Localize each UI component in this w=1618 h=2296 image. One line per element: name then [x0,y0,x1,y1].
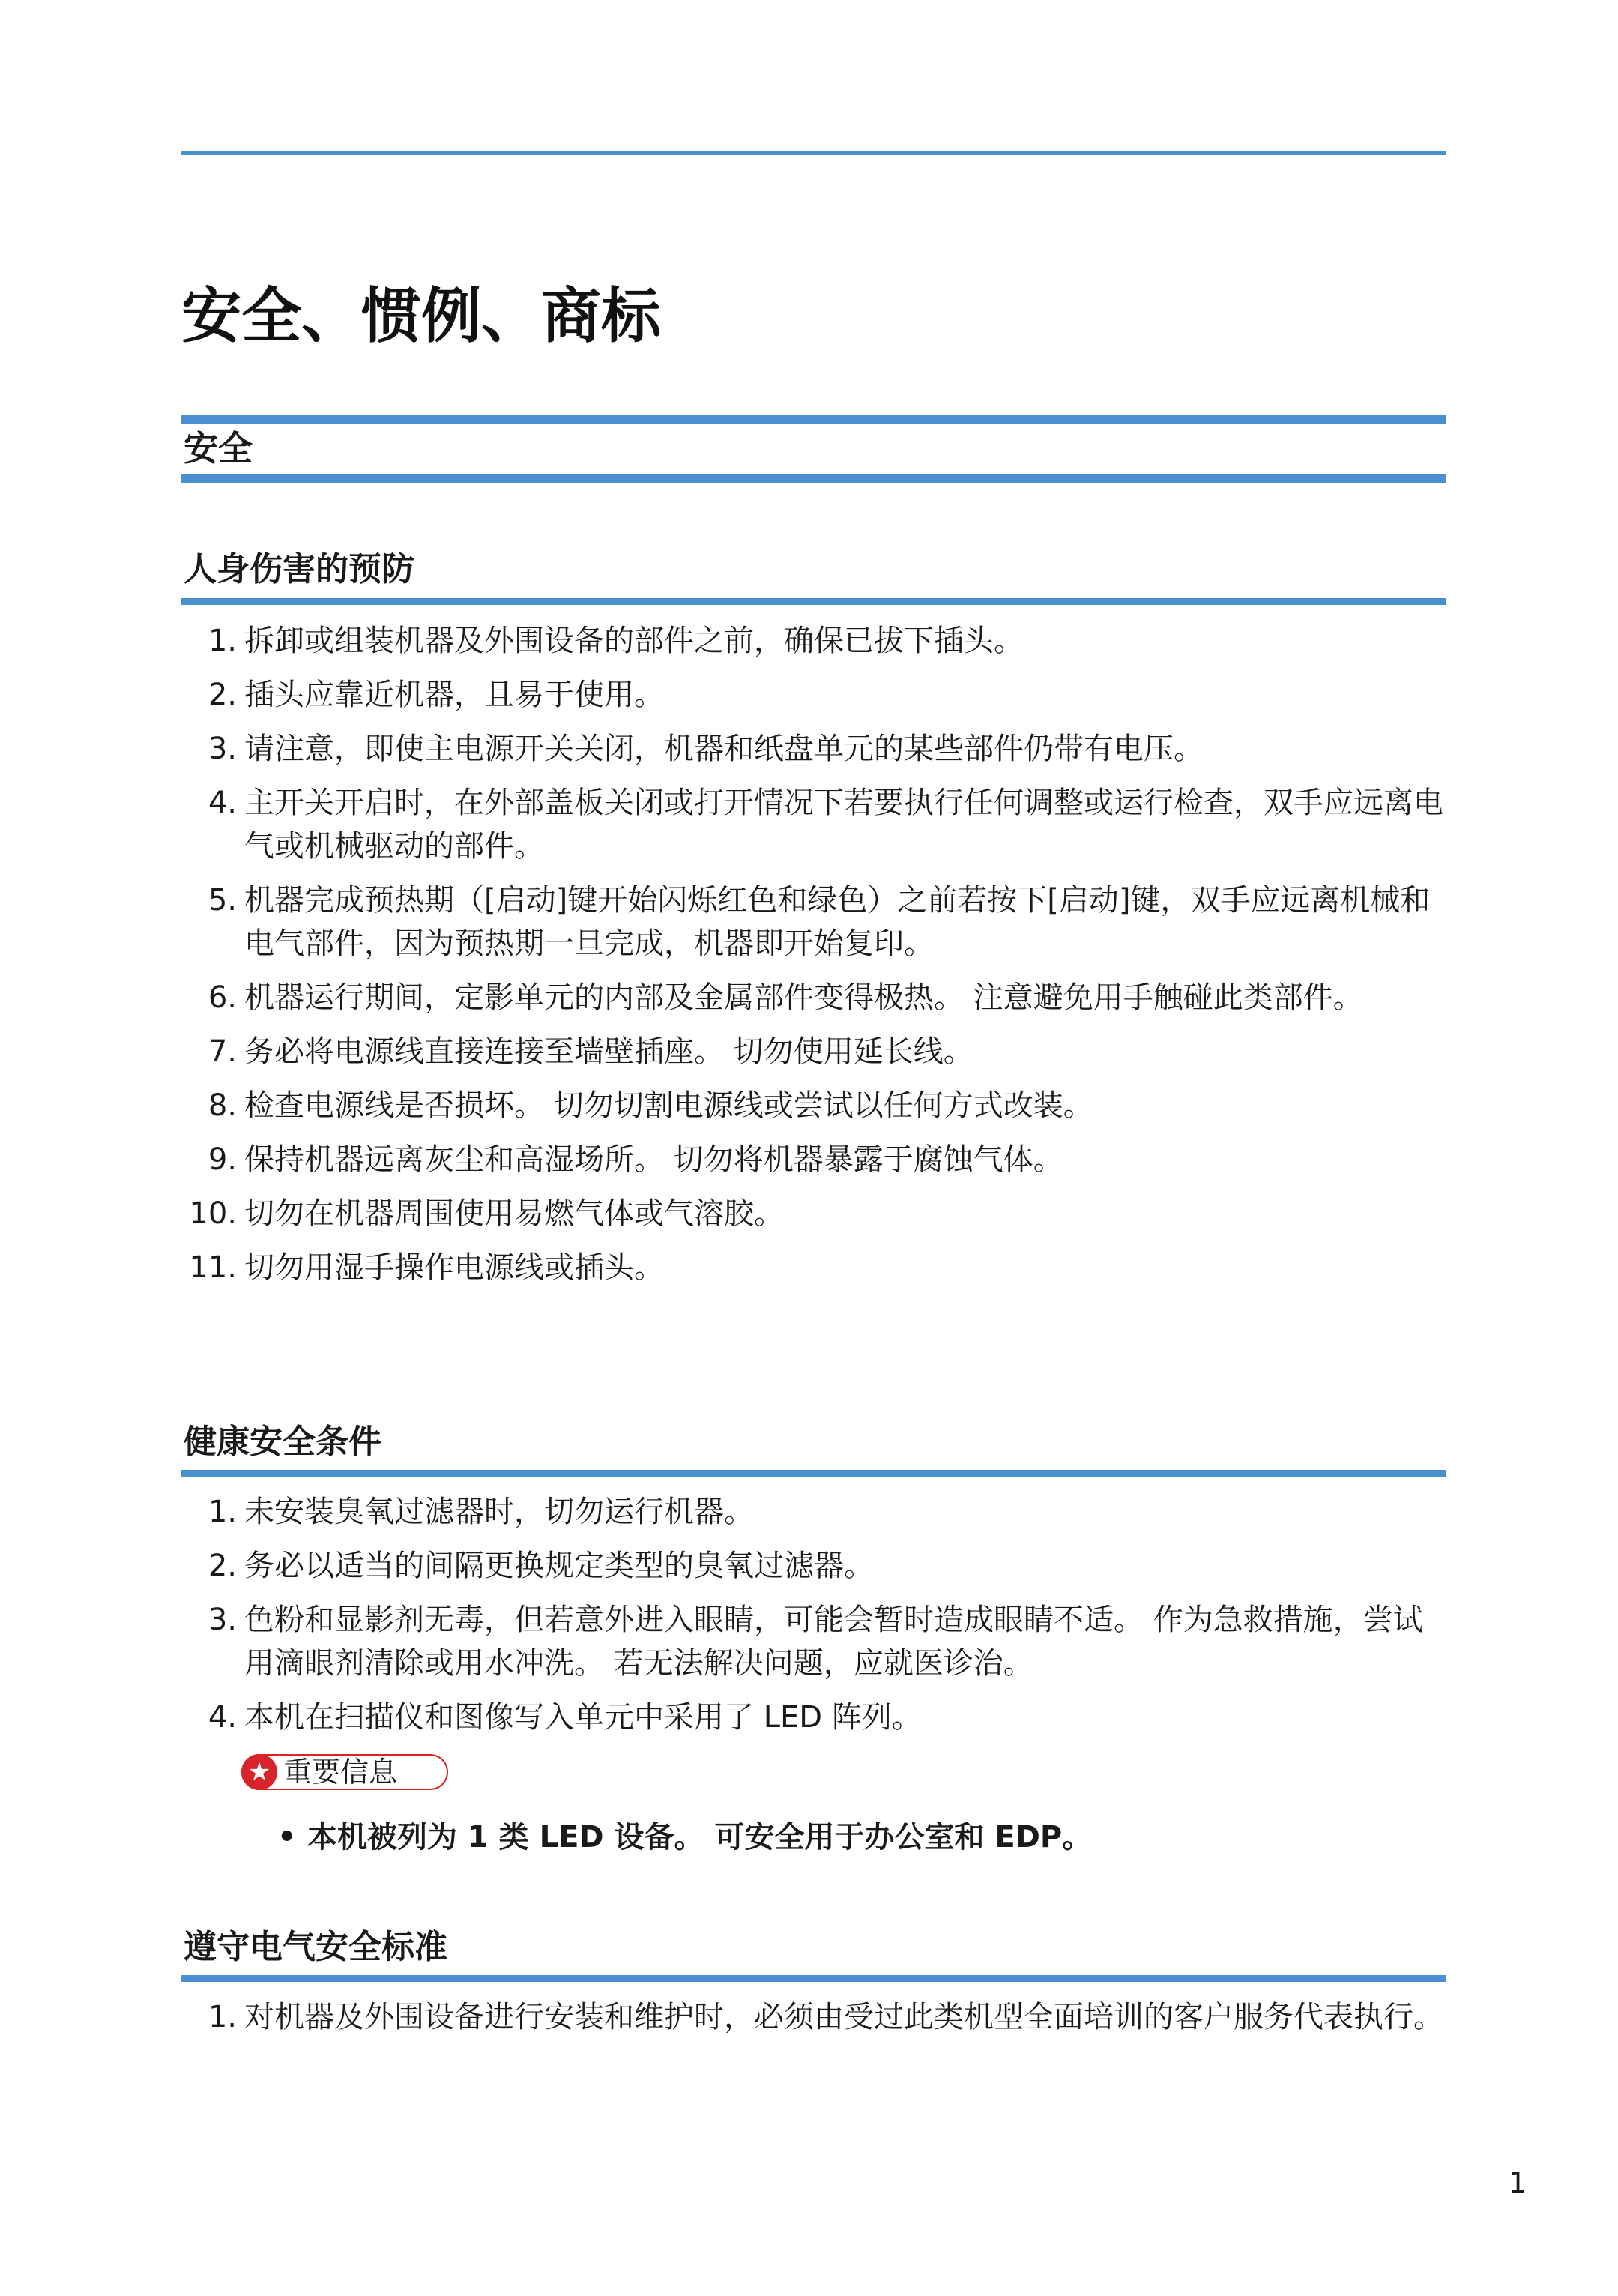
star-icon: ★ [241,1754,277,1790]
list-item [181,1490,1448,1534]
item-text: 插头应靠近机器，且易于使用。 [244,678,664,712]
item-text: 对机器及外围设备进行安装和维护时，必须由受过此类机型全面培训的客户服务代表执行。 [244,2000,1443,2034]
section-bar-top [181,415,1446,424]
list-item [181,1192,1448,1235]
bullet-icon: • [277,1820,297,1854]
important-note [277,1816,1092,1859]
list-item [181,1084,1448,1127]
item-number: 3. [208,732,237,766]
injury-list [181,619,1448,1300]
item-number: 9. [208,1142,237,1177]
item-text: 务必以适当的间隔更换规定类型的臭氧过滤器。 [244,1549,874,1583]
top-rule [181,151,1446,155]
list-item [181,1598,1448,1685]
section-bar-bottom [181,474,1446,483]
item-number: 4. [208,1700,237,1735]
item-text: 主开关开启时，在外部盖板关闭或打开情况下若要执行任何调整或运行检查，双手应远离电气或机械驱动的部件。 [244,786,1443,864]
list-item [181,1030,1448,1073]
list-item [181,1995,1448,2039]
list-item [181,781,1448,868]
list-item [181,879,1448,965]
section-title: 安全 [184,428,253,468]
item-number: 2. [208,678,237,712]
item-text: 色粉和显影剂无毒，但若意外进入眼睛，可能会暂时造成眼睛不适。 作为急救措施，尝试用滴眼剂清除或用水冲洗。 若无法解决问题，应就医诊治。 [244,1603,1423,1681]
electrical-rule [181,1975,1446,1982]
item-number: 8. [208,1088,237,1123]
item-text: 务必将电源线直接连接至墙壁插座。 切勿使用延长线。 [244,1034,973,1069]
item-text: 机器运行期间，定影单元的内部及金属部件变得极热。 注意避免用手触碰此类部件。 [244,980,1363,1015]
item-text: 本机在扫描仪和图像写入单元中采用了 LED 阵列。 [244,1700,922,1735]
item-number: 1. [208,1495,237,1529]
item-number: 2. [208,1549,237,1583]
chapter-title: 安全、惯例、商标 [181,281,661,351]
item-number: 3. [208,1603,237,1637]
important-note-text: 本机被列为 1 类 LED 设备。 可安全用于办公室和 EDP。 [307,1820,1093,1854]
item-number: 1. [208,2000,237,2034]
health-list [181,1490,1448,1750]
health-rule [181,1470,1446,1477]
item-text: 请注意，即使主电源开关关闭，机器和纸盘单元的某些部件仍带有电压。 [244,732,1204,766]
electrical-list [181,1995,1448,2049]
important-label: 重要信息 [283,1756,398,1789]
item-number: 7. [208,1034,237,1069]
item-number: 10. [189,1196,237,1231]
list-item [181,727,1448,771]
list-item [181,619,1448,663]
health-heading: 健康安全条件 [184,1423,381,1461]
item-text: 未安装臭氧过滤器时，切勿运行机器。 [244,1495,754,1529]
list-item [181,1246,1448,1289]
page-number: 1 [1508,2166,1527,2199]
injury-rule [181,598,1446,605]
list-item [181,1544,1448,1588]
list-item [181,1138,1448,1181]
item-text: 切勿用湿手操作电源线或插头。 [244,1250,664,1285]
list-item [181,673,1448,717]
item-number: 6. [208,980,237,1015]
item-number: 4. [208,786,237,820]
item-text: 检查电源线是否损坏。 切勿切割电源线或尝试以任何方式改装。 [244,1088,1093,1123]
list-item [181,1696,1448,1739]
item-number: 1. [208,624,237,658]
important-badge [241,1754,448,1790]
item-text: 保持机器远离灰尘和高湿场所。 切勿将机器暴露于腐蚀气体。 [244,1142,1063,1177]
item-number: 11. [189,1250,237,1285]
item-text: 机器完成预热期（[启动]键开始闪烁红色和绿色）之前若按下[启动]键，双手应远离机械和电气部件，因为预热期一旦完成，机器即开始复印。 [244,883,1431,961]
item-text: 拆卸或组装机器及外围设备的部件之前，确保已拔下插头。 [244,624,1024,658]
electrical-heading: 遵守电气安全标准 [184,1928,447,1966]
injury-heading: 人身伤害的预防 [184,550,414,588]
list-item [181,976,1448,1019]
item-text: 切勿在机器周围使用易燃气体或气溶胶。 [244,1196,784,1231]
item-number: 5. [208,883,237,918]
